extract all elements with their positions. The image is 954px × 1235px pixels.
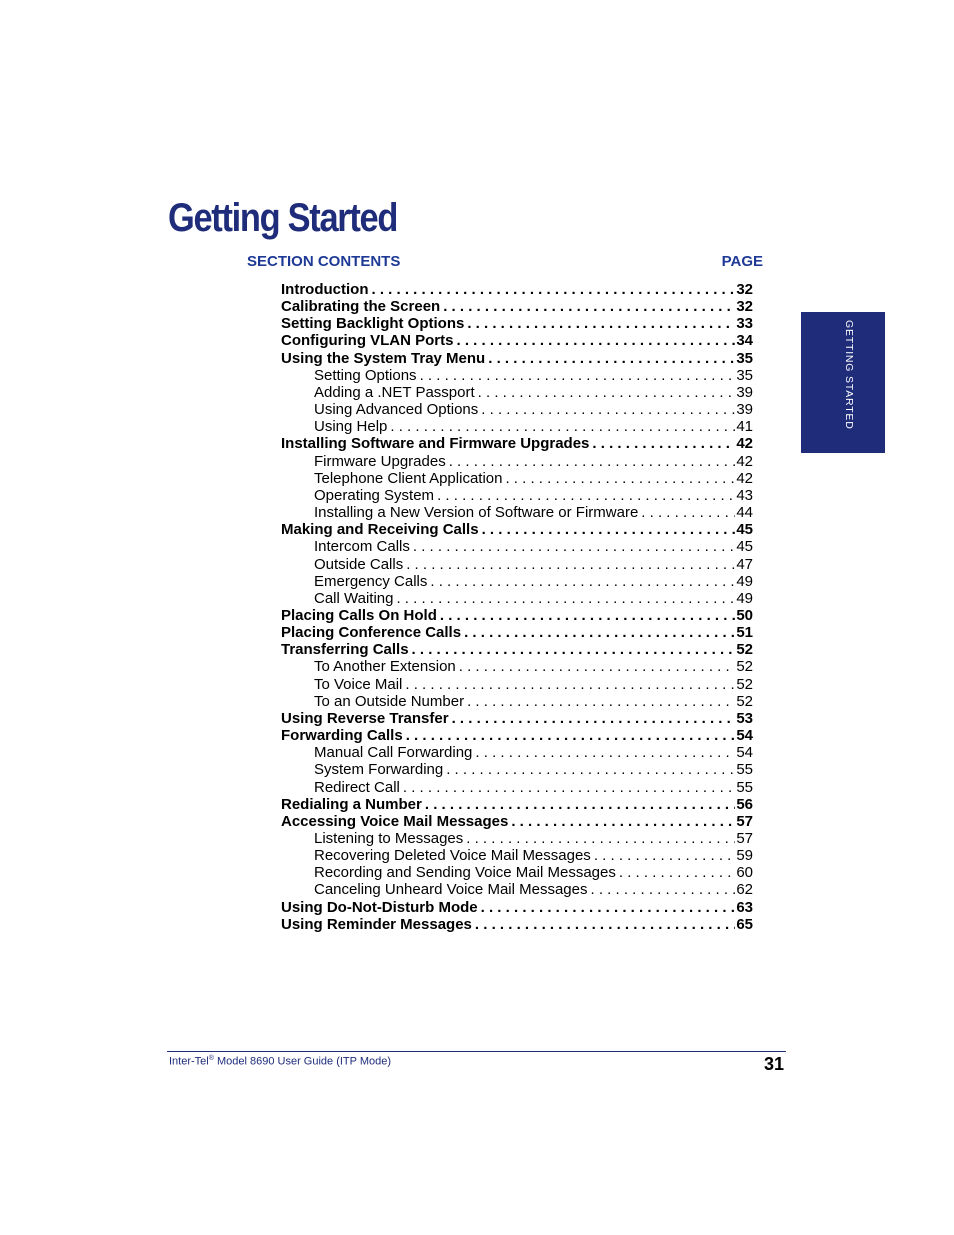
toc-dot-leader — [437, 607, 735, 624]
toc-entry[interactable] — [281, 435, 753, 452]
page-number: 31 — [763, 1054, 784, 1074]
toc-entry-page: 65 — [736, 915, 753, 933]
toc-entry-title: Recovering Deleted Voice Mail Messages — [314, 847, 591, 865]
toc-entry-title: Emergency Calls — [314, 572, 428, 590]
footer-guide-title — [169, 1055, 391, 1068]
toc-entry[interactable] — [281, 453, 753, 470]
page-column-label: PAGE — [721, 253, 763, 270]
toc-dot-leader — [449, 710, 735, 727]
toc-entry-title: System Forwarding — [314, 761, 444, 779]
toc-entry-title: Redirect Call — [314, 778, 400, 796]
toc-entry-page: 52 — [736, 675, 753, 693]
toc-dot-leader — [478, 401, 735, 418]
toc-entry-title: Listening to Messages — [314, 830, 464, 847]
toc-entry[interactable] — [281, 418, 753, 435]
toc-entry[interactable] — [281, 332, 753, 349]
toc-dot-leader — [443, 761, 735, 778]
toc-entry-title: Using Advanced Options — [314, 401, 479, 419]
page-title: Getting Started — [168, 196, 398, 240]
toc-dot-leader — [400, 779, 735, 796]
toc-entry-page: 52 — [736, 641, 753, 659]
toc-entry-page: 55 — [736, 778, 753, 796]
toc-entry[interactable] — [281, 693, 753, 710]
toc-entry[interactable] — [281, 470, 753, 487]
toc-entry-title: Configuring VLAN Ports — [281, 332, 454, 350]
toc-entry[interactable] — [281, 384, 753, 401]
toc-entry[interactable] — [281, 916, 753, 933]
toc-dot-leader — [456, 658, 735, 675]
toc-entry-title: Using Reverse Transfer — [281, 709, 449, 727]
toc-entry-title: Introduction — [281, 281, 369, 298]
toc-entry-page: 59 — [736, 847, 753, 865]
toc-entry-page: 44 — [736, 504, 753, 522]
toc-entry-title: Call Waiting — [314, 589, 394, 607]
toc-entry[interactable] — [281, 607, 753, 624]
toc-entry-page: 49 — [736, 572, 753, 590]
toc-dot-leader — [417, 367, 735, 384]
toc-entry-title: Using the System Tray Menu — [281, 349, 486, 367]
toc-dot-leader — [485, 350, 735, 367]
toc-entry[interactable] — [281, 847, 753, 864]
toc-entry[interactable] — [281, 367, 753, 384]
toc-entry[interactable] — [281, 727, 753, 744]
toc-entry[interactable] — [281, 624, 753, 641]
toc-entry-page: 52 — [736, 692, 753, 710]
toc-entry-title: Firmware Upgrades — [314, 452, 446, 470]
toc-entry-page: 35 — [736, 366, 753, 384]
toc-dot-leader — [616, 864, 735, 881]
toc-dot-leader — [589, 435, 735, 452]
toc-entry-title: Adding a .NET Passport — [314, 383, 475, 401]
chapter-side-tab — [801, 312, 885, 453]
toc-entry-title: Using Help — [314, 418, 388, 436]
toc-entry-page: 35 — [736, 349, 753, 367]
toc-dot-leader — [461, 624, 735, 641]
toc-dot-leader — [472, 744, 735, 761]
toc-entry-page: 54 — [736, 727, 753, 745]
toc-dot-leader — [387, 418, 735, 435]
toc-entry[interactable] — [281, 298, 753, 315]
toc-entry-page: 62 — [736, 881, 753, 899]
toc-entry-title: Calibrating the Screen — [281, 298, 441, 316]
toc-dot-leader — [472, 916, 735, 933]
toc-entry[interactable] — [281, 504, 753, 521]
toc-entry[interactable] — [281, 573, 753, 590]
toc-dot-leader — [440, 298, 735, 315]
toc-entry-page: 42 — [736, 452, 753, 470]
toc-entry-page: 42 — [736, 469, 753, 487]
toc-entry-title: Redialing a Number — [281, 795, 422, 813]
toc-entry-title: Telephone Client Application — [314, 469, 503, 487]
footer-guide-name: Model 8690 User Guide (ITP Mode) — [213, 1055, 392, 1068]
chapter-side-tab-label: GETTING STARTED — [843, 320, 855, 430]
toc-entry-page: 54 — [736, 744, 753, 762]
toc-dot-leader — [403, 727, 735, 744]
toc-entry-title: Placing Calls On Hold — [281, 606, 437, 624]
footer-brand: Inter-Tel — [169, 1055, 209, 1068]
toc-dot-leader — [402, 676, 735, 693]
toc-entry-title: Recording and Sending Voice Mail Messages — [314, 864, 616, 882]
table-of-contents — [281, 281, 753, 933]
toc-entry-page: 49 — [736, 589, 753, 607]
section-contents-header — [247, 253, 763, 273]
toc-entry-title: Manual Call Forwarding — [314, 744, 473, 762]
toc-entry-title: Outside Calls — [314, 555, 404, 573]
toc-dot-leader — [479, 521, 735, 538]
toc-entry-page: 45 — [736, 538, 753, 556]
footer-divider — [167, 1051, 786, 1052]
toc-dot-leader — [427, 573, 735, 590]
toc-entry-title: Installing a New Version of Software or Firmware — [314, 504, 639, 522]
toc-dot-leader — [638, 504, 735, 521]
toc-entry[interactable] — [281, 521, 753, 538]
toc-entry[interactable] — [281, 538, 753, 555]
toc-entry-page: 32 — [736, 281, 753, 298]
toc-entry[interactable] — [281, 401, 753, 418]
toc-entry-page: 56 — [736, 795, 753, 813]
toc-entry-page: 39 — [736, 383, 753, 401]
toc-entry-page: 41 — [736, 418, 753, 436]
toc-entry[interactable] — [281, 796, 753, 813]
toc-entry-title: Canceling Unheard Voice Mail Messages — [314, 881, 588, 899]
toc-dot-leader — [393, 590, 735, 607]
toc-dot-leader — [587, 881, 735, 898]
toc-entry-page: 47 — [736, 555, 753, 573]
toc-entry-title: Making and Receiving Calls — [281, 521, 479, 539]
section-contents-label: SECTION CONTENTS — [247, 253, 401, 270]
toc-entry[interactable] — [281, 658, 753, 675]
toc-dot-leader — [410, 538, 735, 555]
toc-entry-title: To Voice Mail — [314, 675, 403, 693]
toc-entry-title: Using Do-Not-Disturb Mode — [281, 898, 478, 916]
toc-entry[interactable] — [281, 281, 753, 298]
toc-entry-title: Operating System — [314, 486, 435, 504]
toc-entry-page: 32 — [736, 298, 753, 316]
toc-entry-page: 43 — [736, 486, 753, 504]
toc-entry-page: 60 — [736, 864, 753, 882]
toc-entry-page: 45 — [736, 521, 753, 539]
toc-entry-page: 52 — [736, 658, 753, 676]
toc-entry-title: Setting Backlight Options — [281, 315, 465, 333]
toc-entry-title: To Another Extension — [314, 658, 456, 676]
toc-dot-leader — [434, 487, 735, 504]
toc-dot-leader — [508, 813, 735, 830]
toc-entry[interactable] — [281, 556, 753, 573]
toc-dot-leader — [463, 830, 735, 847]
toc-dot-leader — [475, 384, 735, 401]
toc-entry[interactable] — [281, 813, 753, 830]
toc-entry[interactable] — [281, 761, 753, 778]
toc-dot-leader — [446, 453, 735, 470]
toc-entry[interactable] — [281, 676, 753, 693]
toc-entry[interactable] — [281, 779, 753, 796]
toc-entry[interactable] — [281, 864, 753, 881]
toc-entry-title: Accessing Voice Mail Messages — [281, 812, 509, 830]
toc-entry[interactable] — [281, 830, 753, 847]
toc-dot-leader — [464, 315, 735, 332]
toc-entry-page: 39 — [736, 401, 753, 419]
toc-entry-page: 57 — [736, 812, 753, 830]
toc-dot-leader — [368, 281, 735, 298]
toc-entry-title: To an Outside Number — [314, 692, 465, 710]
toc-dot-leader — [422, 796, 735, 813]
toc-entry-page: 34 — [736, 332, 753, 350]
toc-entry-page: 55 — [736, 761, 753, 779]
toc-entry[interactable] — [281, 881, 753, 898]
toc-dot-leader — [478, 899, 735, 916]
toc-dot-leader — [454, 332, 736, 349]
toc-entry[interactable] — [281, 710, 753, 727]
toc-entry-page: 42 — [736, 435, 753, 453]
toc-entry-page: 57 — [736, 830, 753, 847]
toc-dot-leader — [409, 641, 735, 658]
toc-entry-page: 53 — [736, 709, 753, 727]
toc-dot-leader — [502, 470, 735, 487]
toc-dot-leader — [464, 693, 735, 710]
toc-dot-leader — [591, 847, 735, 864]
toc-entry-page: 51 — [736, 624, 753, 642]
toc-entry-title: Placing Conference Calls — [281, 624, 462, 642]
toc-entry[interactable] — [281, 590, 753, 607]
toc-entry-title: Installing Software and Firmware Upgrades — [281, 435, 590, 453]
footer-trademark: ® — [208, 1055, 214, 1062]
toc-dot-leader — [403, 556, 735, 573]
toc-entry-title: Forwarding Calls — [281, 727, 403, 745]
toc-entry-title: Using Reminder Messages — [281, 915, 472, 933]
toc-entry[interactable] — [281, 315, 753, 332]
toc-entry-title: Setting Options — [314, 366, 417, 384]
toc-entry[interactable] — [281, 899, 753, 916]
toc-entry[interactable] — [281, 641, 753, 658]
toc-entry-title: Transferring Calls — [281, 641, 409, 659]
toc-entry-page: 33 — [736, 315, 753, 333]
toc-entry-title: Intercom Calls — [314, 538, 410, 556]
toc-entry-page: 50 — [736, 606, 753, 624]
toc-entry[interactable] — [281, 487, 753, 504]
toc-entry-page: 63 — [736, 898, 753, 916]
toc-entry[interactable] — [281, 744, 753, 761]
toc-entry[interactable] — [281, 350, 753, 367]
